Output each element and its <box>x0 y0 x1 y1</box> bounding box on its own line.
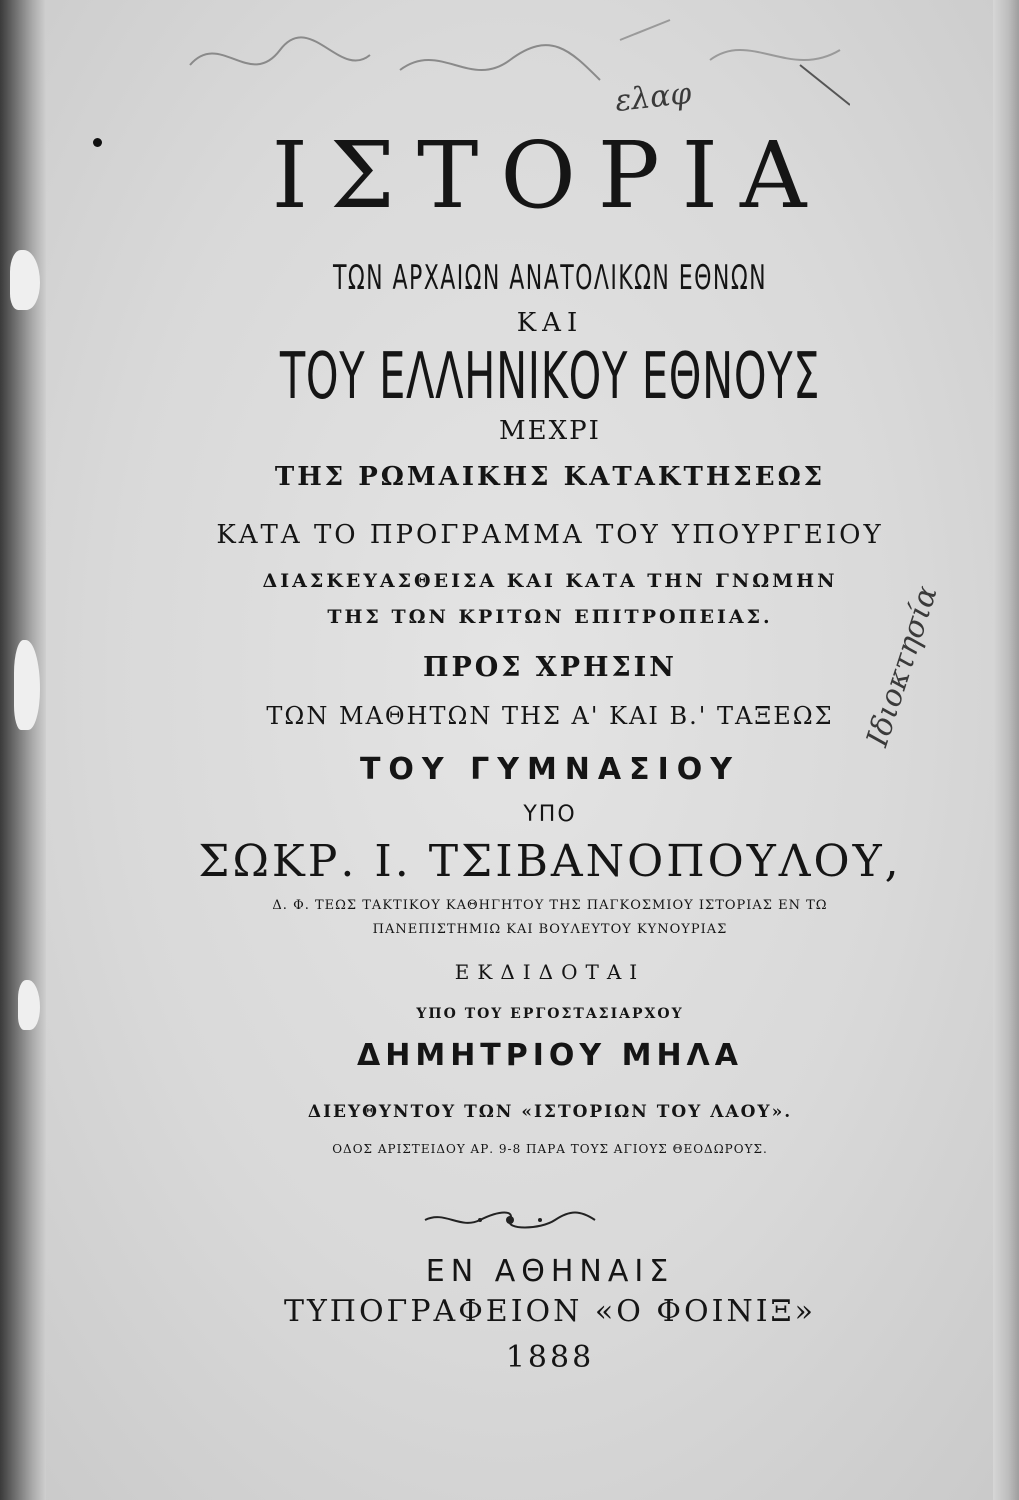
subtitle-line-1: ΤΩΝ ΑΡΧΑΙΩΝ ΑΝΑΤΟΛΙΚΩΝ ΕΘΝΩΝ <box>332 258 768 298</box>
printer-line: ΤΥΠΟΓΡΑΦΕΙΟΝ «Ο ΦΟΙΝΙΞ» <box>283 1294 817 1329</box>
revision-line-1: ΔΙΑΣΚΕΥΑΣΘΕΙΣΑ ΚΑΙ ΚΑΤΑ ΤΗΝ ΓΝΩΜΗΝ <box>262 570 838 592</box>
by-line: ΥΠΟ <box>523 802 577 827</box>
subtitle-line-5: ΤΗΣ ΡΩΜΑΙΚΗΣ ΚΑΤΑΚΤΗΣΕΩΣ <box>274 462 826 492</box>
main-title: ΙΣΤΟΡΙΑ <box>271 122 829 229</box>
subtitle-line-2: ΚΑΙ <box>516 308 584 338</box>
year-line: 1888 <box>505 1340 595 1375</box>
city-line: ΕΝ ΑΘΗΝΑΙΣ <box>425 1254 675 1289</box>
book-spine <box>0 0 46 1500</box>
author-credentials-2: ΠΑΝΕΠΙΣΤΗΜΙΩ ΚΑΙ ΒΟΥΛΕΥΤΟΥ ΚΥΝΟΥΡΙΑΣ <box>372 922 728 937</box>
published-line: ΕΚΔΙΔΟΤΑΙ <box>454 960 646 984</box>
handwritten-scribble <box>150 10 850 120</box>
author-name: ΣΩΚΡ. Ι. ΤΣΙΒΑΝΟΠΟΥΛΟΥ, <box>198 836 902 887</box>
subtitle-line-3: ΤΟΥ ΕΛΛΗΝΙΚΟΥ ΕΘΝΟΥΣ <box>279 340 821 414</box>
publisher-name: ΔΗΜΗΤΡΙΟΥ ΜΗΛΑ <box>357 1038 743 1073</box>
gymnasium-line: ΤΟΥ ΓΥΜΝΑΣΙΟΥ <box>359 752 741 787</box>
program-line: ΚΑΤΑ ΤΟ ΠΡΟΓΡΑΜΜΑ ΤΟΥ ΥΠΟΥΡΓΕΙΟΥ <box>216 520 884 550</box>
publisher-address: ΟΔΟΣ ΑΡΙΣΤΕΙΔΟΥ ΑΡ. 9-8 ΠΑΡΑ ΤΟΥΣ ΑΓΙΟΥΣ ΘΕΟΔΩΡΟΥΣ. <box>332 1142 768 1156</box>
revision-line-2: ΤΗΣ ΤΩΝ ΚΡΙΤΩΝ ΕΠΙΤΡΟΠΕΙΑΣ. <box>327 606 773 628</box>
students-line: ΤΩΝ ΜΑΘΗΤΩΝ ΤΗΣ Α' ΚΑΙ Β.' ΤΑΞΕΩΣ <box>266 702 834 730</box>
usage-line: ΠΡΟΣ ΧΡΗΣΙΝ <box>423 652 677 683</box>
publisher-title: ΔΙΕΥΘΥΝΤΟΥ ΤΩΝ «ΙΣΤΟΡΙΩΝ ΤΟΥ ΛΑΟΥ». <box>307 1102 793 1122</box>
author-credentials-1: Δ. Φ. ΤΕΩΣ ΤΑΚΤΙΚΟΥ ΚΑΘΗΓΗΤΟΥ ΤΗΣ ΠΑΓΚΟΣΜΙΟΥ ΙΣΤΟΡΙΑΣ ΕΝ ΤΩ <box>272 898 828 913</box>
decorative-ornament <box>420 1208 600 1232</box>
paper-tear <box>18 980 40 1030</box>
publisher-intro: ΥΠΟ ΤΟΥ ΕΡΓΟΣΤΑΣΙΑΡΧΟΥ <box>416 1006 684 1022</box>
handwritten-note-side: Ιδιοκτησία <box>860 581 945 751</box>
subtitle-line-4: ΜΕΧΡΙ <box>499 416 601 446</box>
handwritten-note-top: ελαφ <box>613 76 694 119</box>
